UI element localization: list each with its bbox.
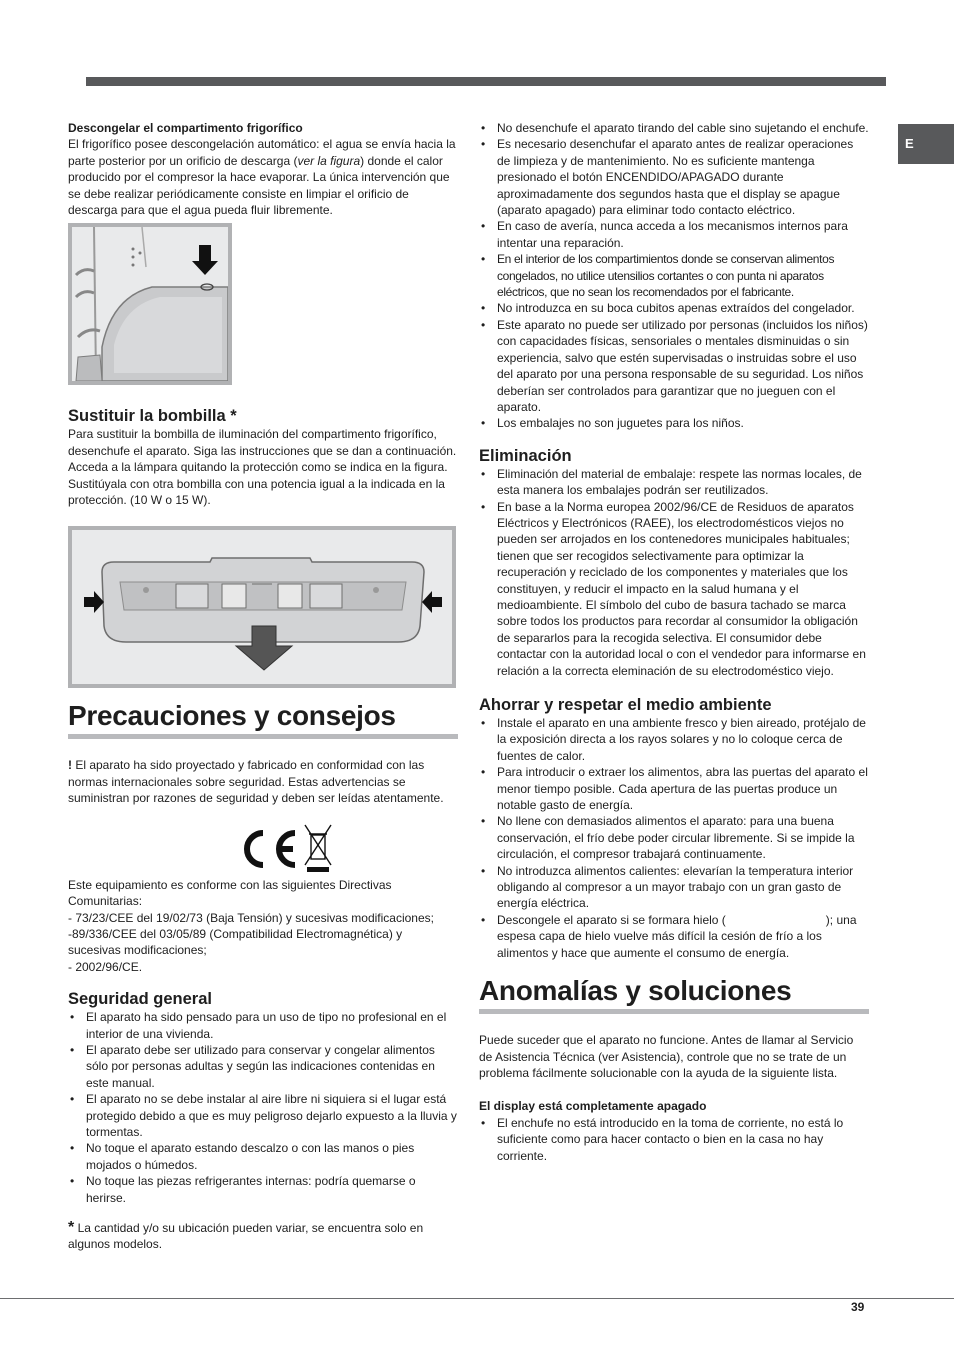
list-item: • Los embalajes no son juguetes para los niños. (479, 415, 869, 431)
top-bar (86, 77, 886, 86)
list-item: • Este aparato no puede ser utilizado por personas (incluidos los niños) con capacidades físicas, sensoriales o mentales disminuidas o sin experiencia, salvo que estén supervisadas o instruidas sobre el uso del aparato por una persona responsable de su seguridad. Los niños deberían ser controlados para garantizar que no jueguen con el aparato. (479, 317, 869, 415)
precautions-warning: ! El aparato ha sido proyectado y fabricado en conformidad con las normas internacionales sobre seguridad. Estas advertencias se suministran por razones de seguridad y deben ser leídas atentamente. (68, 758, 444, 806)
list-item: • No toque las piezas refrigerantes internas: podría quemarse o herirse. (68, 1173, 458, 1206)
left-column (68, 120, 458, 1253)
disposal-title: Eliminación (479, 446, 572, 465)
disposal-list (479, 466, 869, 679)
general-safety-list (68, 1009, 458, 1206)
list-item: • Eliminación del material de embalaje: respete las normas locales, de esta manera los embalajes podrán ser reutilizados. (479, 466, 869, 499)
bulb-cover-figure (68, 526, 456, 688)
right-column (479, 120, 869, 1164)
list-item: • Para introducir o extraer los alimentos, abra las puertas del aparato el menor tiempo posible. Cada apertura de las puertas produce un notable gasto de energía. (479, 764, 869, 813)
compliance-symbols (68, 821, 458, 875)
list-item: • No introduzca alimentos calientes: elevarían la temperatura interior obligando al compresor a un mayor trabajo con un gran gasto de energía eléctrica. (479, 863, 869, 912)
list-item: • Es necesario desenchufar el aparato antes de realizar operaciones de limpieza y de mantenimiento. No es suficiente mantenga presionado el botón ENCENDIDO/APAGADO durante aproximadamente dos segundos hasta que el display se apague (aparato apagado) para eliminar todo contacto eléctrico. (479, 136, 869, 218)
environment-list (479, 715, 869, 961)
list-item: • El aparato no se debe instalar al aire libre ni siquiera si el lugar está protegido debido a que es muy peligroso dejarlo expuesto a la lluvia y tormentas. (68, 1091, 458, 1140)
directive-line: - 2002/96/CE. (68, 959, 143, 974)
environment-title: Ahorrar y respetar el medio ambiente (479, 696, 772, 714)
directive-line: -89/336/CEE del 03/05/89 (Compatibilidad Electromagnética) y sucesivas modificaciones; (68, 926, 403, 958)
page-number: 39 (851, 1300, 865, 1314)
list-item: • Descongele el aparato si se formara hielo ( ); una espesa capa de hielo vuelve más difícil la cesión de frío a los alimentos y hace que aumente el consumo de energía. (479, 912, 869, 961)
troubleshooting-rule (479, 1009, 869, 1014)
precautions-title: Precauciones y consejos (68, 700, 396, 732)
list-item: • En base a la Norma europea 2002/96/CE de Residuos de aparatos Eléctricos y Electrónicos (RAEE), los electrodomésticos viejos no pueden ser arrojados en los contenedores municipales habituales; tienen que ser recogidos selectivamente para optimizar la recuperación y reciclado de los componentes y materiales que los constituyen, y reducir el impacto en la salud humana y el medioambiente. El símbolo del cubo de basura tachado se marca sobre todos los productos para recordar al consumidor la obligación de separarlos para la recogida selectiva. El consumidor debe contactar con la autoridad local o con el vendedor para informarse en relación a la correcta eleminación de su electrodoméstico viejo. (479, 499, 869, 679)
list-item: • No llene con demasiados alimentos el aparato: para una buena conservación, el frío debe poder circular libremente. Si se impide la circulación, el compresor trabajará continuamente. (479, 813, 869, 862)
list-item: • En el interior de los compartimientos donde se conservan alimentos congelados, no utilice utensilios cortantes o con punta ni aparatos eléctricos, que no sean los recomendados por el fabricante. (479, 251, 869, 300)
ce-mark-icon (247, 833, 263, 865)
list-item: • No toque el aparato estando descalzo o con las manos o pies mojados o húmedos. (68, 1140, 458, 1173)
bulb-text: Para sustituir la bombilla de iluminación del compartimento frigorífico, desenchufe el aparato. Siga las instrucciones que se dan a continuación. Acceda a la lámpara quitando la protección como se indica en la figura. Sustitúyala con otra bombilla con una potencia igual a la indicada en la protección. (10 W o 15 W). (68, 427, 457, 508)
language-tab: E (898, 124, 954, 164)
bottom-rule (0, 1298, 954, 1299)
directive-line: Este equipamiento es conforme con las siguientes Directivas Comunitarias: (68, 877, 392, 909)
list-item: • No introduzca en su boca cubitos apenas extraídos del congelador. (479, 300, 869, 316)
crossed-bin-icon (305, 825, 331, 872)
bulb-title: Sustituir la bombilla * (68, 407, 237, 426)
list-item: • En caso de avería, nunca acceda a los mecanismos internos para intentar una reparación. (479, 218, 869, 251)
list-item: • El aparato ha sido pensado para un uso de tipo no profesional en el interior de una vivienda. (68, 1009, 458, 1042)
list-item: • El enchufe no está introducido en la toma de corriente, no está lo suficiente como para hacer contacto o bien en la casa no hay corriente. (479, 1115, 869, 1164)
troubleshooting-title: Anomalías y soluciones (479, 975, 792, 1007)
safety-continued-list (479, 120, 869, 432)
list-item: • No desenchufe el aparato tirando del cable sino sujetando el enchufe. (479, 120, 869, 136)
directives (68, 877, 458, 975)
list-item: • Instale el aparato en una ambiente fresco y bien aireado, protéjalo de la exposición directa a los rayos solares y no lo coloque cerca de fuentes de calor. (479, 715, 869, 764)
defrost-drain-figure (68, 223, 232, 385)
footnote: * La cantidad y/o su ubicación pueden variar, se encuentra solo en algunos modelos. (68, 1219, 424, 1252)
problem-list (479, 1115, 869, 1164)
defrost-text: El frigorífico posee descongelación automático: el agua se envía hacia la parte posterior por un orificio de descarga (ver la figura) donde el calor producido por el compresor la hace evaporar. La única intervención que se debe realizar periódicamente consiste en limpiar el orificio de descarga para que el agua pueda fluir libremente. (68, 137, 456, 218)
list-item: • El aparato debe ser utilizado para conservar y congelar alimentos sólo por personas adultas y según las indicaciones contenidas en este manual. (68, 1042, 458, 1091)
problem-title: El display está completamente apagado (479, 1099, 707, 1114)
general-safety-title: Seguridad general (68, 990, 212, 1009)
precautions-rule (68, 734, 458, 739)
troubleshooting-intro: Puede suceder que el aparato no funcione. Antes de llamar al Servicio de Asistencia Técnica (ver Asistencia), controle que no se trate de un problema fácilmente solucionable con la ayuda de la siguiente lista. (479, 1033, 854, 1080)
directive-line: - 73/23/CEE del 19/02/73 (Baja Tensión) y sucesivas modificaciones; (68, 910, 434, 925)
defrost-title: Descongelar el compartimento frigorífico (68, 121, 303, 135)
